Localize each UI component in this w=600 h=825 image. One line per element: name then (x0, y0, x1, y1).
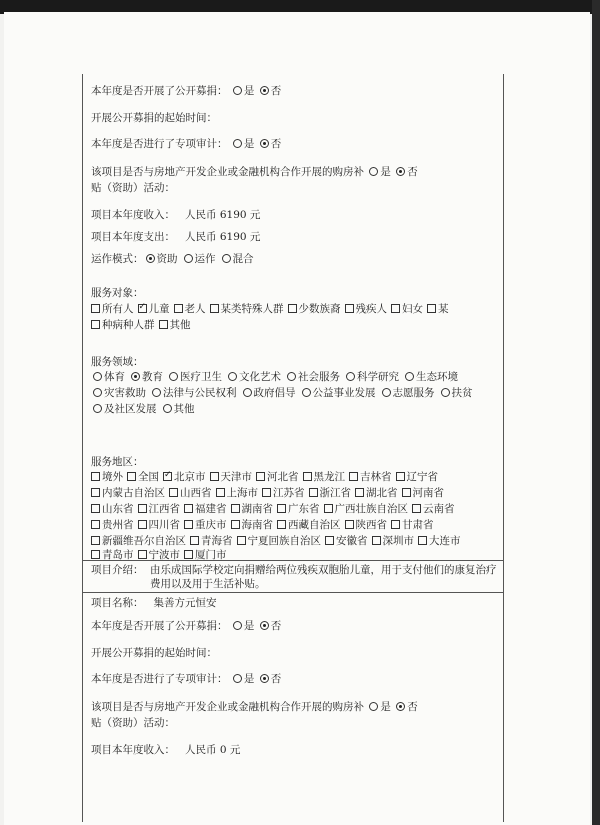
checkbox-box[interactable] (91, 488, 100, 497)
audit-row (91, 672, 281, 686)
radio-circle[interactable] (382, 388, 391, 397)
checkbox-option[interactable] (127, 471, 159, 483)
checkbox-option[interactable] (91, 535, 186, 547)
radio-yes[interactable] (369, 167, 378, 176)
question-label: 本年度是否开展了公开募捐： (91, 620, 228, 632)
project-name-value: 集善方元恒安 (153, 597, 217, 609)
question-label: 该项目是否与房地产开发企业或金融机构合作开展的购房补 (91, 701, 364, 713)
option-label: 否 (270, 138, 282, 150)
question-label: 本年度是否进行了专项审计： (91, 673, 228, 685)
checkbox-option[interactable] (237, 535, 322, 547)
option-label: 陕西省 (355, 519, 387, 531)
option-label: 青海省 (201, 535, 233, 547)
option-label: 福建省 (195, 503, 227, 515)
expense-row (91, 230, 260, 244)
checkbox-option[interactable] (231, 503, 274, 515)
checkbox-box[interactable] (216, 488, 225, 497)
checkbox-box[interactable] (91, 536, 100, 545)
checkbox-option[interactable] (210, 471, 253, 483)
radio-option[interactable] (439, 387, 473, 399)
regions-line (91, 534, 465, 548)
checkbox-box[interactable] (396, 472, 405, 481)
intro-text-line2: 费用以及用于生活补贴。 (150, 578, 266, 590)
option-label: 志愿服务 (392, 387, 435, 399)
radio-no[interactable] (396, 702, 405, 711)
option-label: 甘肃省 (402, 519, 434, 531)
checkbox-option[interactable] (412, 503, 455, 515)
option-label: 是 (380, 166, 391, 178)
option-label: 广东省 (288, 503, 320, 515)
radio-circle[interactable] (302, 388, 311, 397)
checkbox-option[interactable] (256, 471, 299, 483)
radio-circle[interactable] (228, 372, 237, 381)
checkbox-option[interactable] (216, 487, 259, 499)
option-label: 生态环境 (416, 371, 458, 383)
option-label: 山西省 (180, 487, 212, 499)
radio-circle[interactable] (93, 404, 102, 413)
checkbox-box[interactable] (277, 520, 286, 529)
project-name-row (91, 596, 217, 610)
checkbox-box[interactable] (91, 520, 100, 529)
checkbox-option[interactable] (277, 503, 320, 515)
checkbox-box[interactable] (91, 504, 100, 513)
checkbox-option[interactable] (325, 535, 368, 547)
option-label: 否 (270, 673, 282, 685)
radio-circle[interactable] (146, 254, 155, 263)
housing-row-cont: 贴（资助）活动： (91, 717, 175, 729)
option-label: 某 (438, 303, 449, 315)
option-label: 否 (407, 701, 418, 713)
checkbox-option[interactable] (231, 519, 274, 531)
option-label: 否 (270, 620, 282, 632)
checkbox-option[interactable] (309, 487, 352, 499)
checkbox-option[interactable] (372, 535, 415, 547)
checkbox-box[interactable] (91, 550, 100, 559)
checkbox-option[interactable] (210, 303, 284, 315)
checkbox-option[interactable] (288, 303, 341, 315)
option-label: 及社区发展 (104, 403, 157, 415)
checkbox-box[interactable] (402, 488, 411, 497)
option-label: 北京市 (174, 471, 206, 483)
project-name-label: 项目名称： (91, 597, 144, 609)
option-label: 河南省 (412, 487, 444, 499)
checkbox-box[interactable] (190, 536, 199, 545)
option-label: 残疾人 (355, 303, 387, 315)
checkbox-box[interactable] (138, 504, 147, 513)
radio-no[interactable] (260, 621, 269, 630)
option-label: 资助 (156, 253, 178, 265)
checkbox-option[interactable] (324, 503, 409, 515)
option-label: 是 (243, 673, 255, 685)
checkbox-box[interactable] (138, 550, 147, 559)
table-right-border (503, 74, 504, 822)
radio-option[interactable] (91, 403, 157, 415)
row-divider (82, 592, 504, 593)
intro-label: 项目介绍： (91, 564, 144, 576)
option-label: 混合 (232, 253, 254, 265)
public-fundraising-row (91, 84, 281, 98)
option-label: 内蒙古自治区 (102, 487, 165, 499)
checkbox-option[interactable] (262, 487, 305, 499)
checkbox-box[interactable] (324, 504, 333, 513)
option-label: 是 (380, 701, 391, 713)
radio-option[interactable] (167, 371, 222, 383)
checkbox-box[interactable] (163, 472, 172, 481)
checkbox-option[interactable] (138, 549, 181, 561)
checkbox-box[interactable] (184, 504, 193, 513)
checkbox-box[interactable] (91, 320, 100, 329)
option-label: 否 (407, 166, 418, 178)
option-label: 公益事业发展 (312, 387, 376, 399)
option-label: 妇女 (402, 303, 423, 315)
checkbox-box[interactable] (277, 504, 286, 513)
radio-circle[interactable] (152, 388, 161, 397)
radio-no[interactable] (260, 86, 269, 95)
checkbox-option[interactable] (355, 487, 398, 499)
fields-line (91, 402, 199, 416)
option-label: 辽宁省 (406, 471, 438, 483)
table-left-border (82, 74, 83, 822)
checkbox-box[interactable] (427, 304, 436, 313)
option-label: 老人 (184, 303, 206, 315)
option-label: 吉林省 (360, 471, 392, 483)
expense-value: 人民币 6190 元 (185, 231, 261, 243)
checkbox-option[interactable] (349, 471, 392, 483)
checkbox-box[interactable] (127, 472, 136, 481)
checkbox-box[interactable] (138, 304, 147, 313)
option-label: 浙江省 (319, 487, 351, 499)
option-label: 法律与公民权利 (163, 387, 237, 399)
option-label: 某类特殊人群 (220, 303, 284, 315)
radio-circle[interactable] (441, 388, 450, 397)
checkbox-box[interactable] (184, 550, 193, 559)
option-label: 海南省 (241, 519, 273, 531)
option-label: 否 (270, 85, 282, 97)
checkbox-box[interactable] (309, 488, 318, 497)
mode-row (91, 252, 258, 266)
expense-label: 项目本年度支出： (91, 231, 175, 243)
option-label: 厦门市 (195, 549, 227, 561)
regions-line (91, 470, 442, 484)
checkbox-option[interactable] (184, 503, 227, 515)
radio-option[interactable] (380, 387, 435, 399)
housing-row (91, 165, 418, 179)
checkbox-option[interactable] (138, 503, 181, 515)
option-label: 云南省 (423, 503, 455, 515)
radio-option[interactable] (129, 371, 163, 383)
option-label: 其他 (169, 319, 191, 331)
option-label: 科学研究 (357, 371, 399, 383)
option-label: 所有人 (102, 303, 134, 315)
field-label: 服务领域： (91, 356, 144, 368)
checkbox-option[interactable] (91, 549, 134, 561)
checkbox-box[interactable] (391, 520, 400, 529)
public-fundraising-row (91, 619, 281, 633)
checkbox-option[interactable] (91, 487, 165, 499)
radio-circle[interactable] (169, 372, 178, 381)
income-row (91, 743, 240, 757)
checkbox-option[interactable] (138, 303, 170, 315)
checkbox-box[interactable] (325, 536, 334, 545)
option-label: 医疗卫生 (180, 371, 222, 383)
option-label: 青岛市 (102, 549, 134, 561)
checkbox-box[interactable] (237, 536, 246, 545)
checkbox-option[interactable] (345, 303, 388, 315)
option-label: 其他 (173, 403, 195, 415)
radio-no[interactable] (396, 167, 405, 176)
option-label: 社会服务 (298, 371, 340, 383)
option-label: 江西省 (148, 503, 180, 515)
radio-option[interactable] (241, 387, 296, 399)
option-label: 贵州省 (102, 519, 134, 531)
radio-option[interactable] (91, 371, 125, 383)
checkbox-box[interactable] (372, 536, 381, 545)
radio-option[interactable] (300, 387, 376, 399)
regions-line (91, 548, 231, 562)
option-label: 江苏省 (273, 487, 305, 499)
option-label: 河北省 (267, 471, 299, 483)
service-targets-line (91, 302, 453, 316)
option-label: 少数族裔 (298, 303, 341, 315)
radio-circle[interactable] (131, 372, 140, 381)
income-value: 人民币 0 元 (185, 744, 241, 756)
checkbox-box[interactable] (91, 304, 100, 313)
option-label: 种病种人群 (102, 319, 155, 331)
option-label: 广西壮族自治区 (334, 503, 408, 515)
checkbox-option[interactable] (396, 471, 439, 483)
checkbox-option[interactable] (91, 319, 155, 331)
mode-options (144, 253, 258, 265)
regions-line (91, 502, 459, 516)
option-label: 境外 (102, 471, 123, 483)
scan-right-edge (592, 0, 600, 825)
option-label: 扶贫 (451, 387, 473, 399)
radio-option[interactable] (344, 371, 399, 383)
housing-row (91, 700, 418, 714)
checkbox-box[interactable] (231, 520, 240, 529)
service-target-label: 服务对象： (91, 287, 144, 299)
checkbox-box[interactable] (345, 304, 354, 313)
option-label: 是 (243, 138, 255, 150)
radio-option[interactable] (403, 371, 458, 383)
radio-option[interactable] (226, 371, 281, 383)
checkbox-box[interactable] (288, 304, 297, 313)
checkbox-option[interactable] (163, 471, 206, 483)
checkbox-box[interactable] (349, 472, 358, 481)
radio-option[interactable] (161, 403, 195, 415)
option-label: 山东省 (102, 503, 134, 515)
checkbox-box[interactable] (210, 472, 219, 481)
fundraising-start-label: 开展公开募捐的起始时间： (91, 647, 217, 659)
fields-line (91, 386, 477, 400)
radio-circle[interactable] (243, 388, 252, 397)
radio-no[interactable] (260, 674, 269, 683)
radio-circle[interactable] (93, 388, 102, 397)
checkbox-box[interactable] (231, 504, 240, 513)
option-label: 灾害救助 (104, 387, 146, 399)
option-label: 大连市 (429, 535, 461, 547)
radio-circle[interactable] (184, 254, 193, 263)
radio-circle[interactable] (93, 372, 102, 381)
checkbox-box[interactable] (391, 304, 400, 313)
regions-line (91, 518, 438, 532)
audit-row (91, 137, 281, 151)
checkbox-box[interactable] (174, 304, 183, 313)
option-label: 天津市 (220, 471, 252, 483)
checkbox-box[interactable] (138, 520, 147, 529)
checkbox-option[interactable] (345, 519, 388, 531)
option-label: 宁波市 (148, 549, 180, 561)
option-label: 体育 (104, 371, 125, 383)
option-label: 是 (243, 85, 255, 97)
radio-circle[interactable] (222, 254, 231, 263)
checkbox-option[interactable] (427, 303, 449, 315)
checkbox-option[interactable] (391, 519, 434, 531)
option-label: 上海市 (226, 487, 258, 499)
region-label: 服务地区： (91, 456, 144, 468)
option-label: 深圳市 (382, 535, 414, 547)
checkbox-box[interactable] (256, 472, 265, 481)
checkbox-box[interactable] (184, 520, 193, 529)
option-label: 宁夏回族自治区 (247, 535, 321, 547)
option-label: 西藏自治区 (288, 519, 341, 531)
checkbox-option[interactable] (91, 471, 123, 483)
option-label: 四川省 (148, 519, 180, 531)
option-label: 全国 (138, 471, 159, 483)
option-label: 黑龙江 (313, 471, 345, 483)
checkbox-box[interactable] (355, 488, 364, 497)
radio-yes[interactable] (233, 86, 242, 95)
option-label: 安徽省 (336, 535, 368, 547)
service-targets-line (91, 318, 195, 332)
radio-option[interactable] (285, 371, 340, 383)
regions-line (91, 486, 448, 500)
fundraising-start-label: 开展公开募捐的起始时间： (91, 112, 217, 124)
option-label: 儿童 (148, 303, 170, 315)
radio-option[interactable] (182, 253, 216, 265)
checkbox-option[interactable] (91, 503, 134, 515)
question-label: 本年度是否进行了专项审计： (91, 138, 228, 150)
radio-circle[interactable] (405, 372, 414, 381)
document-page (4, 12, 590, 825)
option-label: 是 (243, 620, 255, 632)
checkbox-box[interactable] (169, 488, 178, 497)
checkbox-option[interactable] (184, 519, 227, 531)
intro-text-line1: 由乐成国际学校定向捐赠给两位残疾双胞胎儿童，用于支付他们的康复治疗 (150, 564, 497, 576)
checkbox-option[interactable] (277, 519, 341, 531)
radio-circle[interactable] (346, 372, 355, 381)
checkbox-box[interactable] (159, 320, 168, 329)
radio-yes[interactable] (369, 702, 378, 711)
checkbox-option[interactable] (138, 519, 181, 531)
income-row (91, 208, 260, 222)
checkbox-box[interactable] (91, 472, 100, 481)
radio-circle[interactable] (287, 372, 296, 381)
mode-label: 运作模式： (91, 253, 144, 265)
income-value: 人民币 6190 元 (185, 209, 261, 221)
radio-option[interactable] (220, 253, 254, 265)
option-label: 新疆维吾尔自治区 (102, 535, 186, 547)
fields-line (91, 370, 462, 384)
question-label: 本年度是否开展了公开募捐： (91, 85, 228, 97)
radio-option[interactable] (144, 253, 178, 265)
income-label: 项目本年度收入： (91, 744, 175, 756)
checkbox-option[interactable] (190, 535, 233, 547)
checkbox-option[interactable] (418, 535, 461, 547)
radio-yes[interactable] (233, 674, 242, 683)
radio-circle[interactable] (163, 404, 172, 413)
checkbox-option[interactable] (159, 319, 191, 331)
income-label: 项目本年度收入： (91, 209, 175, 221)
option-label: 教育 (142, 371, 163, 383)
checkbox-option[interactable] (303, 471, 346, 483)
option-label: 重庆市 (195, 519, 227, 531)
checkbox-box[interactable] (303, 472, 312, 481)
radio-option[interactable] (150, 387, 237, 399)
checkbox-option[interactable] (174, 303, 206, 315)
checkbox-option[interactable] (391, 303, 423, 315)
checkbox-option[interactable] (91, 519, 134, 531)
checkbox-box[interactable] (345, 520, 354, 529)
checkbox-box[interactable] (412, 504, 421, 513)
option-label: 湖南省 (241, 503, 273, 515)
radio-yes[interactable] (233, 621, 242, 630)
checkbox-box[interactable] (262, 488, 271, 497)
checkbox-box[interactable] (210, 304, 219, 313)
radio-option[interactable] (91, 387, 146, 399)
radio-yes[interactable] (233, 139, 242, 148)
checkbox-option[interactable] (91, 303, 134, 315)
checkbox-option[interactable] (184, 549, 227, 561)
radio-no[interactable] (260, 139, 269, 148)
checkbox-option[interactable] (402, 487, 445, 499)
question-label: 该项目是否与房地产开发企业或金融机构合作开展的购房补 (91, 166, 364, 178)
housing-row-cont: 贴（资助）活动： (91, 182, 175, 194)
option-label: 运作 (194, 253, 216, 265)
checkbox-option[interactable] (169, 487, 212, 499)
option-label: 湖北省 (366, 487, 398, 499)
option-label: 政府倡导 (253, 387, 296, 399)
checkbox-box[interactable] (418, 536, 427, 545)
option-label: 文化艺术 (239, 371, 281, 383)
